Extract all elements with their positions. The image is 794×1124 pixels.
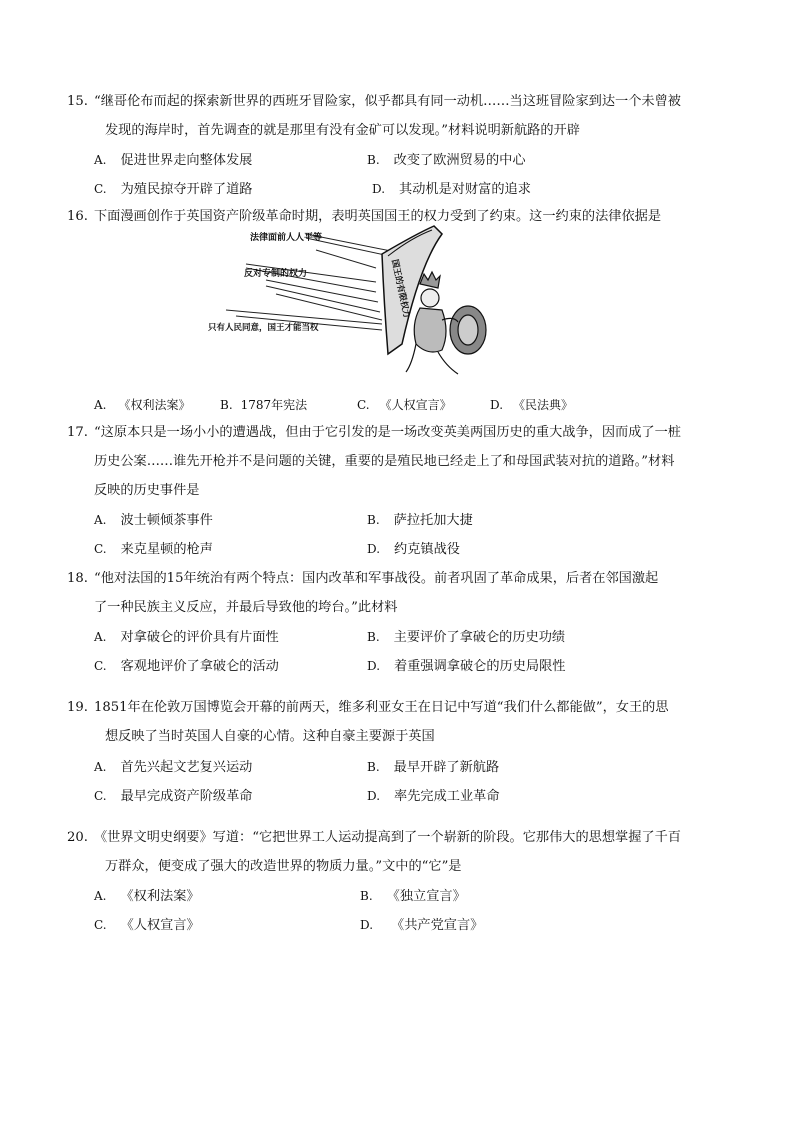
option-label: B. — [367, 153, 380, 167]
option-label: B. — [220, 398, 233, 412]
option-a[interactable] — [94, 887, 200, 906]
option-b[interactable] — [367, 758, 499, 777]
option-label: D. — [360, 918, 374, 932]
king-cartoon — [206, 224, 502, 384]
question-text-line: “这原本只是一场小小的遭遇战，但由于它引发的是一场改变英美两国历史的重大战争，因而成了一桩 — [94, 425, 681, 440]
option-label: D. — [367, 659, 381, 673]
option-a[interactable] — [94, 511, 213, 530]
question-text-line: 1851年在伦敦万国博览会开幕的前两天，维多利亚女王在日记中写道“我们什么都能做”，女王的思 — [94, 700, 669, 715]
option-d[interactable] — [490, 396, 573, 414]
option-text: 《民法典》 — [513, 398, 574, 412]
option-text: 《权利法案》 — [120, 889, 200, 904]
pressure-lines — [226, 234, 408, 330]
option-label: D. — [490, 398, 504, 412]
option-text: 《独立宣言》 — [386, 889, 466, 904]
question-text-line: 反映的历史事件是 — [94, 483, 200, 498]
option-c[interactable] — [357, 396, 452, 414]
option-d[interactable] — [360, 916, 483, 935]
option-text: 为殖民掠夺开辟了道路 — [120, 182, 253, 197]
option-text: 最早完成资产阶级革命 — [120, 789, 253, 804]
option-label: D. — [367, 789, 381, 803]
option-text: 来克星顿的枪声 — [120, 542, 213, 557]
option-label: B. — [367, 760, 380, 774]
question-text-line: 万群众，便变成了强大的改造世界的物质力量。”文中的“它”是 — [105, 859, 462, 874]
option-text: 着重强调拿破仑的历史局限性 — [394, 659, 566, 674]
option-label: C. — [94, 182, 107, 196]
question-text-line: “继哥伦布而起的探索新世界的西班牙冒险家，似乎都具有同一动机……当这班冒险家到达一个未曾被 — [94, 94, 681, 109]
option-text: 对拿破仑的评价具有片面性 — [120, 630, 279, 645]
option-a[interactable] — [94, 628, 279, 647]
option-text: 1787年宪法 — [240, 398, 308, 412]
option-label: A. — [94, 760, 107, 774]
option-d[interactable] — [367, 787, 500, 806]
cartoon-label-consent: 只有人民同意，国王才能当权 — [208, 323, 319, 333]
question-number: 16. — [67, 209, 88, 224]
option-label: D. — [367, 542, 381, 556]
option-text: 其动机是对财富的追求 — [399, 182, 531, 197]
option-label: A. — [94, 630, 107, 644]
question-number: 20. — [67, 830, 88, 845]
question-text-line: 下面漫画创作于英国资产阶级革命时期，表明英国国王的权力受到了约束。这一约束的法律依据是 — [94, 209, 662, 224]
option-text: 改变了欧洲贸易的中心 — [393, 153, 526, 168]
option-c[interactable] — [94, 787, 252, 806]
question-text-line: 想反映了当时英国人自豪的心情。这种自豪主要源于英国 — [105, 729, 435, 744]
question-text-line: 发现的海岸时，首先调查的就是那里有没有金矿可以发现。”材料说明新航路的开辟 — [105, 123, 580, 138]
question-text-line: “他对法国的15年统治有两个特点：国内改革和军事战役。前者巩固了革命成果，后者在邻国激起 — [94, 571, 659, 586]
option-label: A. — [94, 513, 107, 527]
option-label: A. — [94, 889, 107, 903]
option-label: C. — [94, 659, 107, 673]
question-number: 19. — [67, 700, 88, 715]
question-text-line: 历史公案……谁先开枪并不是问题的关键，重要的是殖民地已经走上了和母国武装对抗的道路。”材料 — [94, 454, 675, 469]
option-label: A. — [94, 153, 107, 167]
option-text: 《人权宣言》 — [379, 398, 452, 412]
option-a[interactable] — [94, 758, 252, 777]
option-text: 约克镇战役 — [394, 542, 460, 557]
option-text: 《人权宣言》 — [120, 918, 200, 933]
question-number: 18. — [67, 571, 88, 586]
option-label: C. — [94, 918, 107, 932]
option-label: C. — [357, 398, 370, 412]
question-text-line: 了一种民族主义反应，并最后导致他的垮台。”此材料 — [94, 600, 398, 615]
option-label: D. — [372, 182, 386, 196]
option-label: B. — [367, 630, 380, 644]
option-d[interactable] — [367, 540, 460, 559]
option-text: 《权利法案》 — [118, 398, 191, 412]
option-label: C. — [94, 542, 107, 556]
option-label: B. — [367, 513, 380, 527]
option-text: 主要评价了拿破仑的历史功绩 — [393, 630, 566, 645]
option-c[interactable] — [94, 180, 252, 199]
option-text: 最早开辟了新航路 — [393, 760, 500, 775]
option-a[interactable] — [94, 151, 252, 170]
cartoon-label-anti-tyranny: 反对专制的权力 — [244, 269, 308, 279]
option-a[interactable] — [94, 396, 191, 414]
option-d[interactable] — [372, 180, 531, 199]
option-b[interactable] — [360, 887, 466, 906]
option-text: 首先兴起文艺复兴运动 — [120, 760, 253, 775]
question-number: 17. — [67, 425, 88, 440]
option-text: 促进世界走向整体发展 — [120, 153, 253, 168]
option-text: 《共产党宣言》 — [391, 918, 484, 933]
option-label: B. — [360, 889, 373, 903]
option-text: 萨拉托加大捷 — [393, 513, 473, 528]
option-label: A. — [94, 398, 107, 412]
option-b[interactable] — [367, 511, 473, 530]
option-c[interactable] — [94, 916, 200, 935]
question-text-line: 《世界文明史纲要》写道：“它把世界工人运动提高到了一个崭新的阶段。它那伟大的思想掌握了千百 — [94, 830, 681, 845]
question-number: 15. — [67, 94, 88, 109]
option-c[interactable] — [94, 540, 213, 559]
option-d[interactable] — [367, 657, 565, 676]
option-text: 波士顿倾茶事件 — [120, 513, 213, 528]
option-label: C. — [94, 789, 107, 803]
cartoon-label-equality: 法律面前人人平等 — [250, 233, 323, 243]
option-b[interactable] — [367, 151, 526, 170]
option-c[interactable] — [94, 657, 279, 676]
option-text: 客观地评价了拿破仑的活动 — [120, 659, 279, 674]
option-text: 率先完成工业革命 — [394, 789, 500, 804]
option-b[interactable] — [367, 628, 565, 647]
option-b[interactable] — [220, 396, 307, 414]
cartoon-label-limited-power: 国王的有限权力 — [389, 258, 412, 319]
